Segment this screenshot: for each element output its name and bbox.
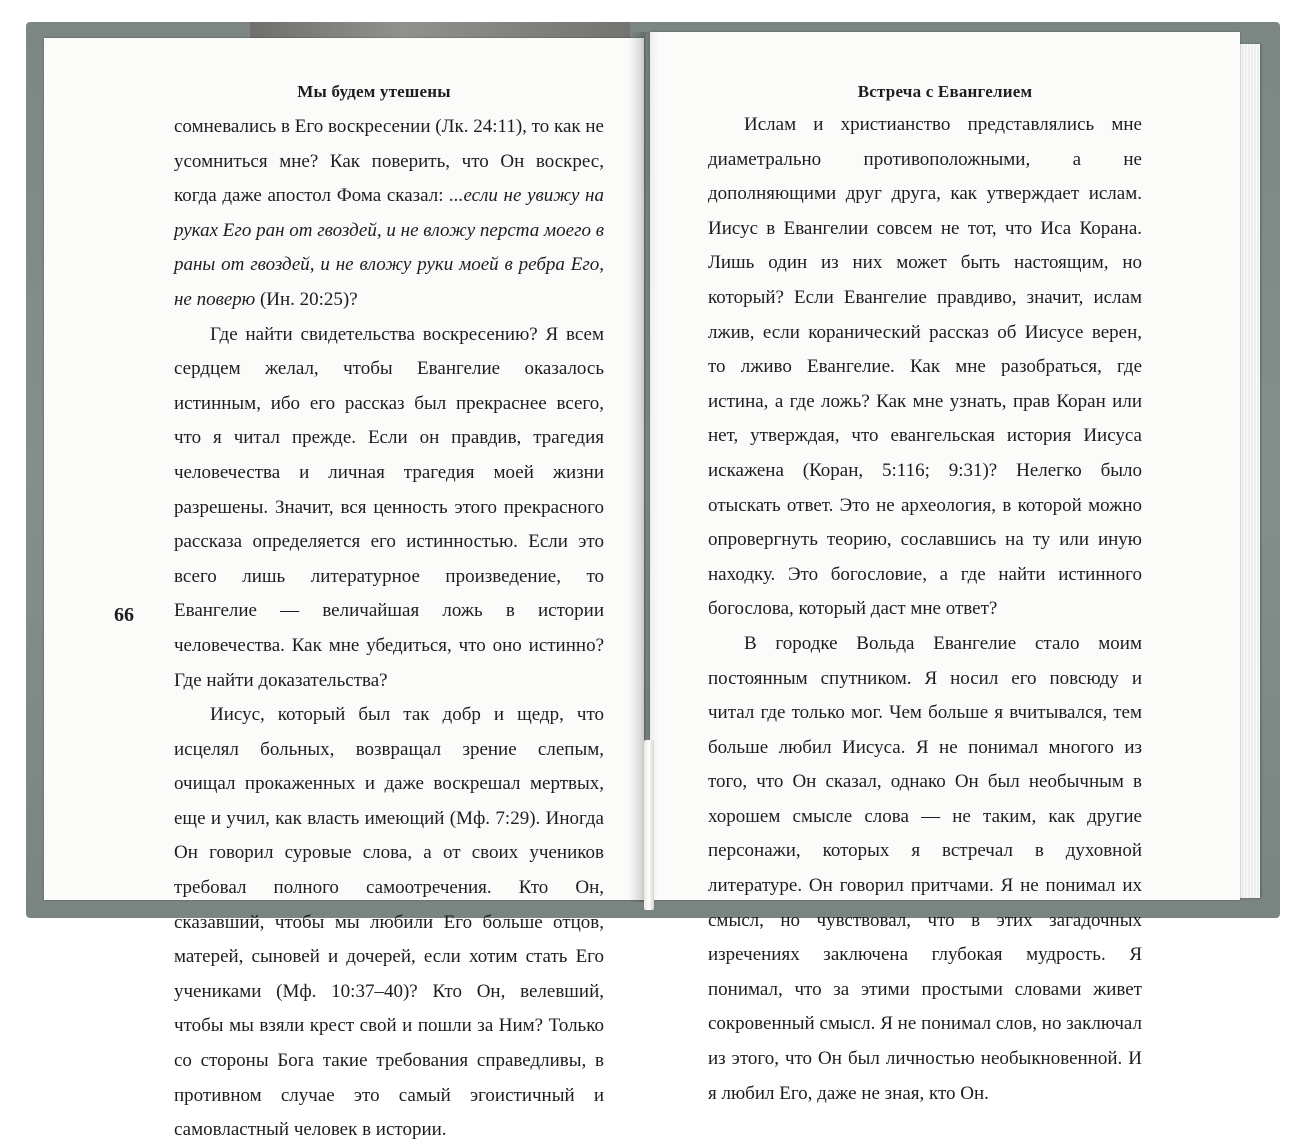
right-page-text [708, 108, 1142, 1111]
paragraph [174, 318, 604, 699]
paragraph-text: сомневались в Его воскресении (Лк. 24:11), то как не усомниться мне? Как поверить, что Он воскрес, когда даже апостол Фома сказал: [174, 116, 604, 207]
scripture-quote: ...если не увижу на руках Его ран от гвоздей, и не вложу перста моего в раны от гвоздей, и не вложу руки моей в ребра Его, не поверю [174, 185, 604, 310]
right-page [650, 32, 1240, 1104]
left-running-head: Мы будем утешены [297, 82, 451, 101]
paragraph [174, 698, 604, 1148]
bookmark-ribbon [644, 740, 654, 910]
cover-dust-jacket-edge [250, 22, 630, 38]
page-block-edges [1240, 44, 1260, 898]
right-running-head: Встреча с Евангелием [857, 82, 1033, 101]
paragraph-text: Ислам и христианство представлялись мне диаметрально противоположными, а не дополняющими друг друга, как утверждает ислам. Иисус в Евангелии совсем не тот, что Иса Корана. Лишь один из них может быть настоящим, но который? Если Евангелие правдиво, значит, ислам лжив, если коранический рассказ об Иисусе верен, то лживо Евангелие. Как мне разобраться, где истина, а где ложь? Как мне узнать, прав Коран или нет, утверждая, что евангельская история Иисуса искажена (Коран, 5:116; 9:31)? Нелегко было отыскать ответ. Это не археология, в которой можно опровергнуть теорию, сославшись на ту или иную находку. Это богословие, а где найти истинного богослова, который даст мне ответ? [708, 114, 1142, 620]
paragraph-text: (Ин. 20:25)? [255, 288, 358, 310]
page-number: 66 [114, 604, 134, 626]
paragraph-text: Иисус, который был так добр и щедр, что исцелял больных, возвращал зрение слепым, очищал прокаженных и даже воскрешал мертвых, еще и учил, как власть имеющий (Мф. 7:29). Иногда Он говорил суровые слова, а от своих учеников требовал полного самоотречения. Кто Он, сказавший, чтобы мы любили Его больше отцов, матерей, сыновей и дочерей, если хотим стать Его учениками (Мф. 10:37–40)? Кто Он, велевший, чтобы мы взяли крест свой и пошли за Ним? Только со стороны Бога такие требования справедливы, в противном случае это самый эгоистичный и самовластный человек в истории. [174, 704, 604, 1141]
paragraph [708, 108, 1142, 627]
paragraph-text: Где найти свидетельства воскресению? Я всем сердцем желал, чтобы Евангелие оказалось истинным, ибо его рассказ был прекраснее всего, что я читал прежде. Если он правдив, трагедия человечества и личная трагедия моей жизни разрешены. Значит, вся ценность этого прекрасного рассказа определяется его истинностью. Если это всего лишь литературное произведение, то Евангелие — величайшая ложь в истории человечества. Как мне убедиться, что оно истинно? Где найти доказательства? [174, 323, 604, 691]
paragraph-text: В городке Вольда Евангелие стало моим постоянным спутником. Я носил его повсюду и читал где только мог. Чем больше я вчитывался, тем больше любил Иисуса. Я не понимал многого из того, что Он сказал, однако Он был необычным в хорошем смысле слова — не таким, как другие персонажи, которых я встречал в духовной литературе. Он говорил притчами. Я не понимал их смысл, но чувствовал, что в этих загадочных изречениях заключена глубокая мудрость. Я понимал, что за этими простыми словами живет сокровенный смысл. Я не понимал слов, но заключал из этого, что Он был личностью необыкновенной. И я любил Его, даже не зная, кто Он. [708, 632, 1142, 1104]
paragraph [174, 110, 604, 318]
paragraph [708, 627, 1142, 1111]
left-page [44, 38, 644, 1141]
left-page-text [174, 110, 604, 1148]
